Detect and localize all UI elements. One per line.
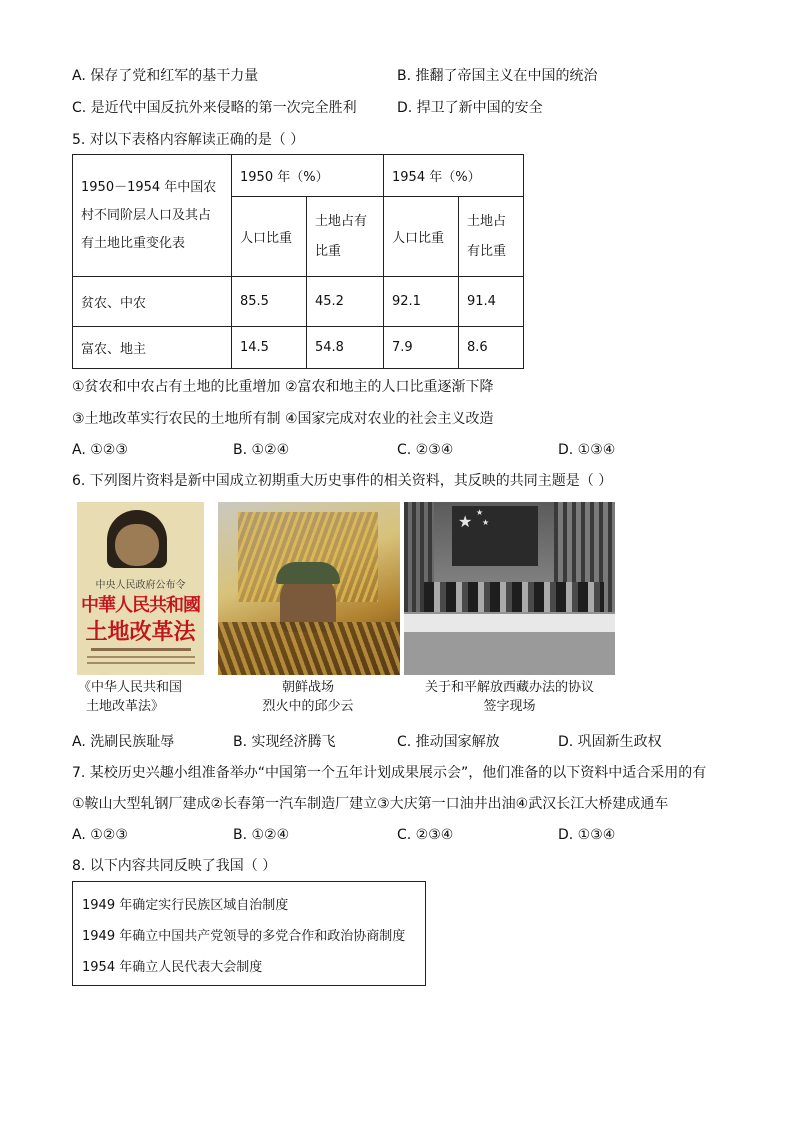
q6-option-b: B. 实现经济腾飞 xyxy=(233,734,336,750)
table-title-cell xyxy=(73,155,232,277)
q8-stem: 8. 以下内容共同反映了我国（ ） xyxy=(72,858,277,874)
q7-option-c: C. ②③④ xyxy=(397,827,454,843)
star-icon: ★ xyxy=(458,512,473,531)
poster-title-1: 中華人民共和國 xyxy=(81,595,200,616)
floor xyxy=(404,632,615,675)
poster-title-2: 土地改革法 xyxy=(85,620,196,645)
row-label: 富农、地主 xyxy=(73,327,232,369)
caption-land-reform xyxy=(78,678,198,716)
q7-option-b: B. ①②④ xyxy=(233,827,290,843)
cell-value: 8.6 xyxy=(459,327,524,369)
poster-text-line xyxy=(87,662,195,664)
q7-option-a: A. ①②③ xyxy=(72,827,128,843)
cell-value: 45.2 xyxy=(307,277,384,327)
q7-items: ①鞍山大型轧钢厂建成②长春第一汽车制造厂建立③大庆第一口油井出油④武汉长江大桥建成通车 xyxy=(72,796,669,812)
cell-value: 14.5 xyxy=(232,327,307,369)
q6-stem: 6. 下列图片资料是新中国成立初期重大历史事件的相关资料，其反映的共同主题是（ ） xyxy=(72,473,613,489)
caption-line: 签字现场 xyxy=(483,699,536,714)
tibet-agreement-signing-photo xyxy=(404,502,615,675)
header-line: 比重 xyxy=(315,243,342,259)
cell-value: 54.8 xyxy=(307,327,384,369)
caption-qiu-shaoyun xyxy=(228,678,388,716)
table-row xyxy=(73,327,524,369)
caption-line: 烈火中的邱少云 xyxy=(262,699,354,714)
q5-statements-1: ①贫农和中农占有土地的比重增加 ②富农和地主的人口比重逐渐下降 xyxy=(72,379,494,395)
q4-option-d: D. 捍卫了新中国的安全 xyxy=(397,100,543,116)
q6-option-c: C. 推动国家解放 xyxy=(397,734,500,750)
soldier-cap xyxy=(276,562,340,584)
q4-option-a: A. 保存了党和红军的基干力量 xyxy=(72,68,259,84)
caption-line: 朝鲜战场 xyxy=(281,680,334,695)
land-ratio-header-1954 xyxy=(459,197,524,277)
q6-option-d: D. 巩固新生政权 xyxy=(558,734,662,750)
pop-ratio-header-1954: 人口比重 xyxy=(384,197,459,277)
header-line: 土地占 xyxy=(467,213,507,229)
fire-grass xyxy=(218,622,400,675)
q8-box-line: 1949 年确定实行民族区域自治制度 xyxy=(82,898,289,913)
attendees xyxy=(424,582,604,612)
qiu-shaoyun-painting xyxy=(218,502,400,675)
q5-stem: 5. 对以下表格内容解读正确的是（ ） xyxy=(72,132,305,148)
table-row xyxy=(73,277,524,327)
cell-value: 7.9 xyxy=(384,327,459,369)
year-1950-header: 1950 年（%） xyxy=(232,155,384,197)
poster-text-line xyxy=(91,648,191,651)
poster-text-line xyxy=(87,656,195,658)
table-title-line: 村不同阶层人口及其占 xyxy=(81,207,212,223)
cell-value: 91.4 xyxy=(459,277,524,327)
q4-option-b: B. 推翻了帝国主义在中国的统治 xyxy=(397,68,598,84)
portrait-face xyxy=(115,524,159,566)
caption-line: 关于和平解放西藏办法的协议 xyxy=(424,680,594,695)
caption-tibet-agreement xyxy=(404,678,615,716)
q7-option-d: D. ①③④ xyxy=(558,827,616,843)
land-ratio-header-1950 xyxy=(307,197,384,277)
q5-option-d: D. ①③④ xyxy=(558,442,616,458)
q5-option-a: A. ①②③ xyxy=(72,442,128,458)
pop-ratio-header-1950: 人口比重 xyxy=(232,197,307,277)
header-line: 土地占有 xyxy=(315,213,368,229)
year-1954-header: 1954 年（%） xyxy=(384,155,524,197)
poster-header: 中央人民政府公布令 xyxy=(95,580,186,591)
cell-value: 92.1 xyxy=(384,277,459,327)
table-title-line: 有土地比重变化表 xyxy=(81,235,186,251)
star-icon: ★ xyxy=(476,508,484,517)
q8-box-line: 1949 年确立中国共产党领导的多党合作和政治协商制度 xyxy=(82,929,406,944)
q7-stem: 7. 某校历史兴趣小组准备举办“中国第一个五年计划成果展示会”，他们准备的以下资料中适合采用的有 xyxy=(72,765,707,781)
q5-option-b: B. ①②④ xyxy=(233,442,290,458)
q4-option-c: C. 是近代中国反抗外来侵略的第一次完全胜利 xyxy=(72,100,357,116)
q5-statements-2: ③土地改革实行农民的土地所有制 ④国家完成对农业的社会主义改造 xyxy=(72,411,494,427)
header-line: 有比重 xyxy=(467,243,507,259)
table-title-line: 1950－1954 年中国农 xyxy=(81,179,217,195)
q6-option-a: A. 洗刷民族耻辱 xyxy=(72,734,175,750)
cell-value: 85.5 xyxy=(232,277,307,327)
q8-box-line: 1954 年确立人民代表大会制度 xyxy=(82,960,263,975)
caption-line: 《中华人民共和国 xyxy=(78,680,183,695)
q8-material-box xyxy=(72,881,426,986)
star-icon: ★ xyxy=(482,518,490,527)
q5-option-c: C. ②③④ xyxy=(397,442,454,458)
caption-line: 土地改革法》 xyxy=(86,699,165,714)
row-label: 贫农、中农 xyxy=(73,277,232,327)
q5-table xyxy=(72,154,524,369)
signing-table xyxy=(404,614,615,632)
land-reform-law-poster xyxy=(77,502,204,675)
flag xyxy=(452,506,538,566)
